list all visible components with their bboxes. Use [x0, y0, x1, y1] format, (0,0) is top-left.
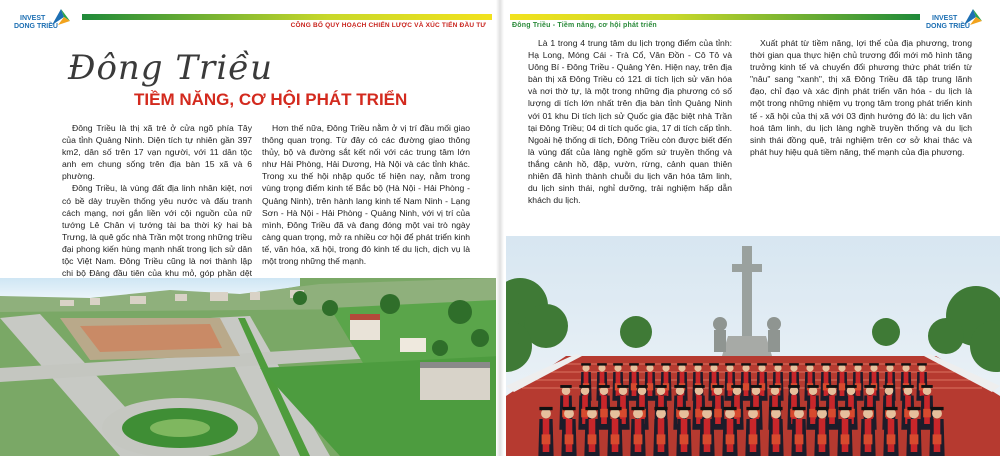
aerial-city-photo [0, 278, 496, 456]
logo-line2: DONG TRIỀU [14, 23, 58, 30]
text-column-3 [528, 37, 732, 206]
page-title: Đông Triều [68, 48, 274, 88]
header-bar [510, 14, 920, 20]
text-column-1 [62, 122, 252, 303]
text-column-2 [262, 122, 470, 267]
invest-dong-trieu-logo [926, 7, 986, 33]
paragraph: Đông Triều là thị xã trẻ ở cửa ngõ phía Tây của tỉnh Quảng Ninh. Diện tích tự nhiên gần 397 km2, dân số trên 17 vạn người, với 11 dân tộc anh em chung sống trên địa bàn 15 xã và 6 phường. [62, 123, 252, 182]
header-bar [82, 14, 492, 20]
invest-dong-trieu-logo [14, 7, 74, 33]
graduation-group-photo [506, 236, 1000, 456]
paragraph: Là 1 trong 4 trung tâm du lịch trọng điểm của tỉnh: Hạ Long, Móng Cái - Trà Cổ, Vân Đồn - Cô Tô và Uông Bí - Đông Triều - Quảng Yên. Hiện nay, trên địa bàn thị xã Đông Triều có 121 di tích lịch sử văn hóa và nơi thờ tự, là một trong những địa phương có số lượng di tích lớn nhất trên địa bàn tỉnh Quảng Ninh với 01 khu Di tích lịch sử Quốc gia đặc biệt nhà Trần tại Đông Triều; 04 di tích quốc gia, 17 di tích cấp tỉnh. Ngoài hệ thống di tích, Đông Triều còn được biết đến là vùng đất của làng nghề gốm sứ truyền thống và thắng cảnh hồ, đập, vườn, rừng, cảnh quan thiên nhiên đã hình thành chuỗi du lịch văn hóa tâm linh, du lịch sinh thái, nghỉ dưỡng, trải nghiệm hấp dẫn khách du lịch. [528, 38, 732, 206]
paragraph: Hơn thế nữa, Đông Triều nằm ở vị trí đầu mối giao thông quan trọng. Từ đây có các đường giao thông thủy, bộ và đường sắt kết nối với các trung tâm lớn như Hải Phòng, Hải Dương, Hà Nội và các tỉnh khác. Trong xu thế hội nhập quốc tế hiện nay, nằm trong vùng trọng điểm kinh tế Bắc bộ (Hà Nội - Hải Phòng - Quảng Ninh), trên hành lang kinh tế Nam Ninh - Lạng Sơn - Hà Nội - Hải Phòng - Quảng Ninh, với vị trí của mình, Đông Triều đã và đang đóng một vai trò ngày càng quan trọng, mở ra nhiều cơ hội để phát triển kinh tế, văn hóa, xã hội, trong đó kinh tế du lịch, dịch vụ là một trong những thế mạnh. [262, 123, 470, 267]
paragraph: Xuất phát từ tiềm năng, lợi thế của địa phương, trong thời gian qua thực hiện chủ trương đổi mới mô hình tăng trưởng kinh tế và chuyển đổi phương thức phát triển từ "nâu" sang "xanh", thị xã Đông Triều đã tập trung lãnh đạo, chỉ đạo và xác định phát triển văn hóa - du lịch là một trong những nhiệm vụ trọng tâm trong phát triển kinh tế - xã hội của thị xã với 03 định hướng đó là: du lịch văn hoá tâm linh, du lịch làng nghề truyền thống và du lịch sinh thái đồng quê, trải nghiệm trên cơ sở khai thác và phát huy hiệu quả tiềm năng, thế mạnh của địa phương. [750, 38, 972, 157]
page-subtitle: TIỀM NĂNG, CƠ HỘI PHÁT TRIỂN [134, 90, 408, 109]
header-caption: Đông Triều - Tiềm năng, cơ hội phát triển [512, 22, 657, 29]
right-page [500, 0, 1000, 456]
logo-line1: INVEST [20, 15, 46, 22]
page-gutter [496, 0, 504, 456]
logo-line2: DONG TRIỀU [926, 23, 970, 30]
paragraph: Đông Triều, là vùng đất địa linh nhân kiệt, nơi có bề dày truyền thống yêu nước và đấu tranh cách mạng, nơi gắn liền với cội nguồn của nữ tướng Lê Chân vị tướng tài ba thời kỳ hai bà Trưng, là quê gốc nhà Trần một trong những triều đại phong kiến hùng mạnh nhất trong lịch sử dân tộc Việt Nam. Đông Triều cũng là nơi thành lập chi bộ Đảng đầu tiên của khu mỏ, góp phần dệt [62, 183, 252, 279]
text-column-4 [750, 37, 972, 158]
logo-line1: INVEST [932, 15, 958, 22]
header-caption: CÔNG BỐ QUY HOẠCH CHIẾN LƯỢC VÀ XÚC TIẾN ĐẦU TƯ [290, 22, 486, 29]
